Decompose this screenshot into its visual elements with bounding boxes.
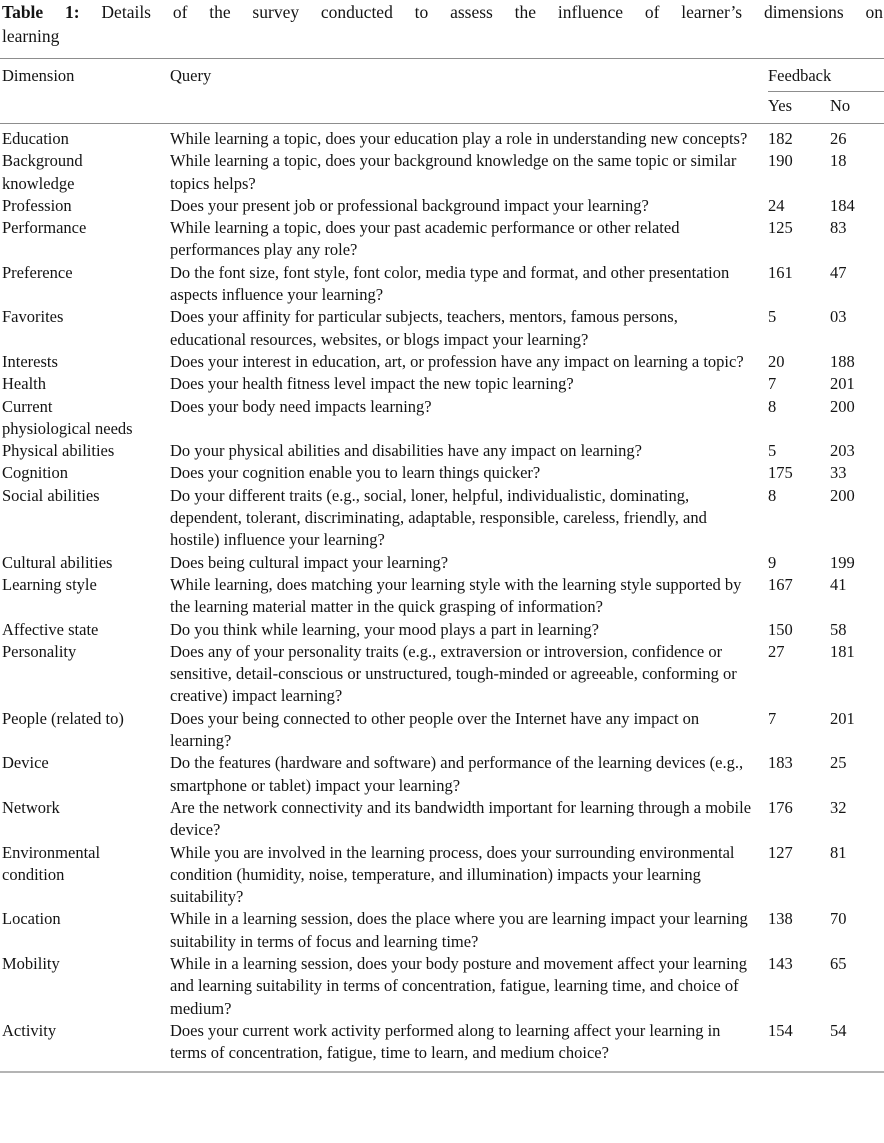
yes-count-cell: 143: [768, 953, 793, 973]
table-row: [0, 306, 884, 351]
dimension-cell: Social abilities: [2, 485, 100, 505]
caption-table-number: Table 1:: [2, 2, 80, 22]
table-row: [0, 1020, 884, 1065]
query-cell: Do the features (hardware and software) and performance of the learning devices (e.g., smartphone or tablet) impact your learning?: [170, 753, 744, 795]
no-count-cell: 65: [830, 953, 847, 973]
table-row: [0, 351, 884, 373]
column-header-feedback-group: [768, 59, 884, 123]
column-header-no: No: [830, 96, 851, 115]
no-count-cell: 54: [830, 1020, 847, 1040]
table-row: [0, 641, 884, 708]
yes-count-cell: 8: [768, 396, 777, 416]
caption-line-1: [2, 1, 883, 25]
yes-count-cell: 24: [768, 195, 785, 215]
table-row: [0, 797, 884, 842]
table-row: [0, 373, 884, 395]
query-cell: Does your being connected to other people over the Internet have any impact on learning?: [170, 708, 700, 751]
column-header-query: Query: [170, 66, 212, 85]
dimension-cell: Preference: [2, 262, 73, 282]
yes-count-cell: 27: [768, 641, 785, 661]
dimension-cell: Education: [2, 129, 69, 148]
table-header: [0, 59, 884, 123]
dimension-cell: Background knowledge: [2, 151, 83, 193]
dimension-cell: Device: [2, 753, 49, 773]
table-row: [0, 462, 884, 484]
caption-text: Details of the survey conducted to assess the influence of learner’s dimensions on: [101, 2, 883, 22]
query-cell: Does your health fitness level impact the new topic learning?: [170, 374, 574, 394]
no-count-cell: 203: [830, 441, 855, 461]
table-bottom-rule: [0, 1071, 884, 1073]
query-cell: Does your affinity for particular subjects, teachers, mentors, famous persons, educational resources, websites, or blogs impact your learning?: [170, 307, 678, 349]
table-row: [0, 842, 884, 909]
table-row: [0, 396, 884, 441]
no-count-cell: 181: [830, 641, 855, 661]
query-cell: While learning a topic, does your education play a role in understanding new concepts?: [170, 129, 748, 148]
query-cell: Do the font size, font style, font color, media type and format, and other presentation aspects influence your learning?: [170, 262, 730, 305]
query-cell: Does your interest in education, art, or profession have any impact on learning a topic?: [170, 351, 744, 371]
table-row: [0, 752, 884, 797]
yes-count-cell: 154: [768, 1020, 793, 1040]
yes-count-cell: 20: [768, 351, 785, 371]
yes-count-cell: 161: [768, 262, 793, 282]
no-count-cell: 184: [830, 195, 855, 215]
no-count-cell: 41: [830, 574, 847, 594]
dimension-cell: Favorites: [2, 307, 64, 327]
table-row: [0, 574, 884, 619]
yes-count-cell: 8: [768, 485, 777, 505]
no-count-cell: 03: [830, 307, 847, 327]
no-count-cell: 200: [830, 485, 855, 505]
query-cell: Does being cultural impact your learning?: [170, 552, 449, 572]
dimension-cell: Health: [2, 374, 46, 394]
dimension-cell: Learning style: [2, 574, 97, 594]
dimension-cell: Mobility: [2, 953, 60, 973]
table-row: [0, 195, 884, 217]
dimension-cell: Current physiological needs: [2, 396, 133, 438]
dimension-cell: Location: [2, 909, 61, 929]
dimension-cell: Cognition: [2, 463, 69, 483]
query-cell: Does your present job or professional background impact your learning?: [170, 195, 649, 215]
table-row: [0, 150, 884, 195]
query-cell: Are the network connectivity and its bandwidth important for learning through a mobile device?: [170, 797, 752, 840]
dimension-cell: Personality: [2, 641, 77, 661]
query-cell: Do your different traits (e.g., social, loner, helpful, individualistic, dominating, dependent, tolerant, discriminating, adaptable, responsible, careless, friendly, and hostile) influence your learning?: [170, 485, 707, 550]
yes-count-cell: 183: [768, 753, 793, 773]
yes-count-cell: 167: [768, 574, 793, 594]
query-cell: Does your current work activity performed along to learning affect your learning in terms of concentration, fatigue, time to learn, and medium choice?: [170, 1020, 721, 1063]
query-cell: While you are involved in the learning process, does your surrounding environmental condition (humidity, noise, temperature, and illumination) impacts your learning suitability?: [170, 842, 735, 907]
no-count-cell: 199: [830, 552, 855, 572]
dimension-cell: Affective state: [2, 619, 99, 639]
yes-count-cell: 182: [768, 129, 793, 148]
query-cell: While in a learning session, does the place where you are learning impact your learning suitability in terms of focus and learning time?: [170, 909, 748, 951]
query-cell: While learning, does matching your learning style with the learning style supported by the learning material matter in the quick grasping of information?: [170, 574, 742, 617]
table-row: [0, 485, 884, 552]
query-cell: Does your body need impacts learning?: [170, 396, 432, 416]
yes-count-cell: 7: [768, 374, 777, 394]
query-cell: While in a learning session, does your body posture and movement affect your learning and learning suitability in terms of concentration, fatigue, learning time, and choice of medium?: [170, 953, 748, 1018]
yes-count-cell: 9: [768, 552, 777, 572]
no-count-cell: 32: [830, 797, 847, 817]
table-body: [0, 124, 884, 1071]
no-count-cell: 200: [830, 396, 855, 416]
column-header-feedback: Feedback: [768, 66, 832, 85]
table-row: [0, 908, 884, 953]
query-cell: Do you think while learning, your mood plays a part in learning?: [170, 619, 599, 639]
dimension-cell: Activity: [2, 1020, 57, 1040]
no-count-cell: 81: [830, 842, 847, 862]
query-cell: While learning a topic, does your background knowledge on the same topic or similar topics helps?: [170, 151, 737, 193]
table-row: [0, 440, 884, 462]
table-row: [0, 552, 884, 574]
table-row: [0, 953, 884, 1020]
column-header-yes: Yes: [768, 96, 793, 115]
yes-count-cell: 175: [768, 463, 793, 483]
table-row: [0, 262, 884, 307]
yes-count-cell: 190: [768, 151, 793, 171]
dimension-cell: Cultural abilities: [2, 552, 113, 572]
feedback-subheader-row: [768, 92, 884, 123]
dimension-cell: Interests: [2, 351, 58, 371]
yes-count-cell: 138: [768, 909, 793, 929]
no-count-cell: 70: [830, 909, 847, 929]
query-cell: Does any of your personality traits (e.g., extraversion or introversion, confidence or sensitive, detail-conscious or unstructured, tough-minded or agreeable, conforming or creative) impact learning?: [170, 641, 737, 706]
column-header-dimension: Dimension: [2, 66, 75, 85]
dimension-cell: People (related to): [2, 708, 124, 728]
dimension-cell: Environmental condition: [2, 842, 101, 884]
dimension-cell: Performance: [2, 218, 87, 238]
yes-count-cell: 150: [768, 619, 793, 639]
yes-count-cell: 7: [768, 708, 777, 728]
dimension-cell: Profession: [2, 195, 72, 215]
no-count-cell: 188: [830, 351, 855, 371]
dimension-cell: Network: [2, 797, 60, 817]
table-row: [0, 217, 884, 262]
query-cell: Do your physical abilities and disabilities have any impact on learning?: [170, 441, 642, 461]
yes-count-cell: 5: [768, 307, 777, 327]
no-count-cell: 47: [830, 262, 847, 282]
table-caption: [0, 0, 884, 48]
table-row: [0, 708, 884, 753]
query-cell: Does your cognition enable you to learn things quicker?: [170, 463, 541, 483]
yes-count-cell: 176: [768, 797, 793, 817]
no-count-cell: 18: [830, 151, 847, 171]
query-cell: While learning a topic, does your past academic performance or other related performances play any role?: [170, 218, 680, 260]
no-count-cell: 33: [830, 463, 847, 483]
caption-line-2: learning: [2, 25, 60, 46]
dimension-cell: Physical abilities: [2, 441, 115, 461]
no-count-cell: 201: [830, 374, 855, 394]
yes-count-cell: 125: [768, 218, 793, 238]
table-row: [0, 619, 884, 641]
no-count-cell: 25: [830, 753, 847, 773]
yes-count-cell: 5: [768, 441, 777, 461]
no-count-cell: 26: [830, 129, 847, 148]
no-count-cell: 83: [830, 218, 847, 238]
no-count-cell: 58: [830, 619, 847, 639]
no-count-cell: 201: [830, 708, 855, 728]
yes-count-cell: 127: [768, 842, 793, 862]
table-row: [0, 128, 884, 150]
